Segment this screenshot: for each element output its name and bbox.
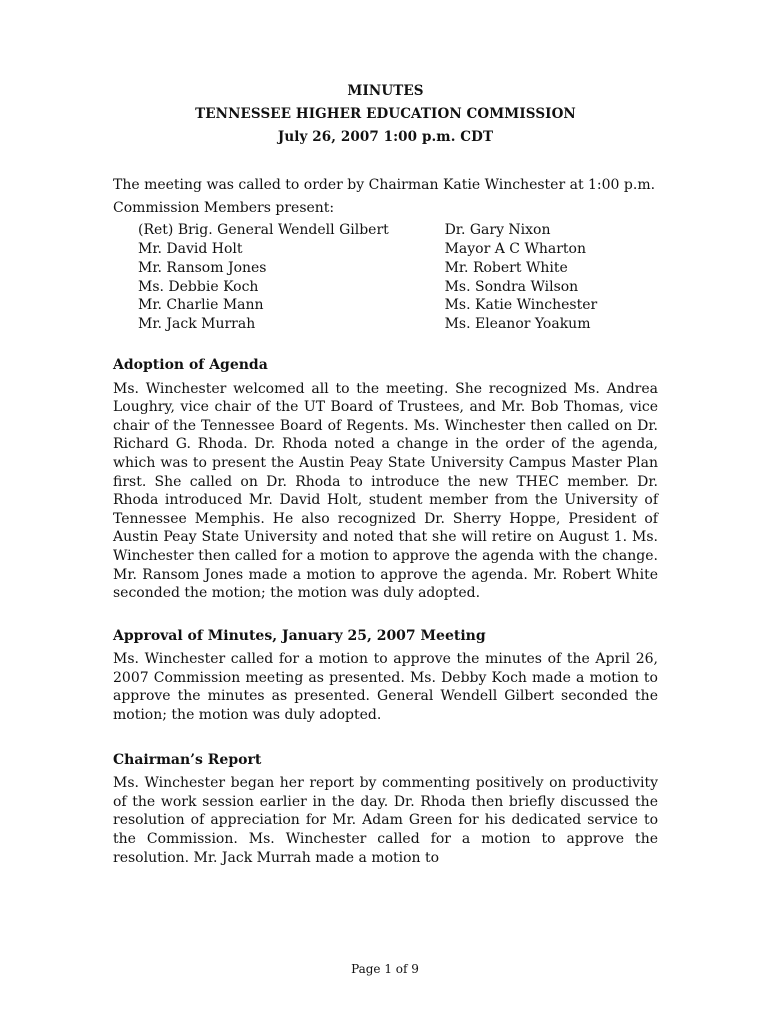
member-name: Mr. Robert White — [444, 259, 568, 276]
section-heading: Approval of Minutes, January 25, 2007 Meeting — [113, 627, 486, 644]
section-heading: Chairman’s Report — [113, 751, 262, 768]
members-present-label: Commission Members present: — [113, 199, 335, 216]
member-name: Dr. Gary Nixon — [444, 222, 551, 239]
member-name: (Ret) Brig. General Wendell Gilbert — [138, 222, 389, 239]
header-organization: TENNESSEE HIGHER EDUCATION COMMISSION — [195, 106, 576, 122]
member-name: Mr. Jack Murrah — [138, 316, 256, 333]
member-name: Ms. Katie Winchester — [444, 297, 598, 314]
member-name: Ms. Sondra Wilson — [444, 278, 579, 295]
member-name: Mr. David Holt — [138, 240, 243, 257]
section-adoption-of-agenda — [113, 356, 658, 603]
member-name: Ms. Eleanor Yoakum — [444, 316, 591, 333]
member-name: Mr. Charlie Mann — [138, 297, 264, 314]
section-body: Ms. Winchester called for a motion to approve the minutes of the April 26, 2007 Commission meeting as presented. Ms. Debby Koch made a motion to approve the minutes as presented. General Wendell Gilbert seconded the motion; the motion was duly adopted. — [113, 651, 658, 724]
members-list — [138, 221, 658, 334]
page-number: Page 1 of 9 — [351, 962, 419, 976]
member-name: Mayor A C Wharton — [444, 240, 586, 257]
section-chairmans-report — [113, 751, 658, 868]
document-page — [113, 80, 658, 867]
section-body: Ms. Winchester began her report by commenting positively on productivity of the work session earlier in the day. Dr. Rhoda then briefly discussed the resolution of appreciation for Mr. Adam Green for his dedicated service to the Commission. Ms. Winchester called for a motion to approve the resolution. Mr. Jack Murrah made a motion to — [113, 775, 658, 866]
member-name: Ms. Debbie Koch — [138, 278, 259, 295]
opening-paragraph: The meeting was called to order by Chairman Katie Winchester at 1:00 p.m. — [113, 177, 656, 193]
header-title: MINUTES — [347, 83, 424, 99]
header-date: July 26, 2007 1:00 p.m. CDT — [277, 129, 494, 145]
document-header — [113, 80, 658, 149]
member-name: Mr. Ransom Jones — [138, 259, 267, 276]
members-column-right — [445, 221, 658, 334]
members-column-left — [138, 221, 445, 334]
section-body: Ms. Winchester welcomed all to the meeting. She recognized Ms. Andrea Loughry, vice chair of the UT Board of Trustees, and Mr. Bob Thomas, vice chair of the Tennessee Board of Regents. Ms. Winchester then called on Dr. Richard G. Rhoda. Dr. Rhoda noted a change in the order of the agenda, which was to present the Austin Peay State University Campus Master Plan first. She called on Dr. Rhoda to introduce the new THEC member. Dr. Rhoda introduced Mr. David Holt, student member from the University of Tennessee Memphis. He also recognized Dr. Sherry Hoppe, President of Austin Peay State University and noted that she will retire on August 1. Ms. Winchester then called for a motion to approve the agenda with the change. Mr. Ransom Jones made a motion to approve the agenda. Mr. Robert White seconded the motion; the motion was duly adopted. — [113, 380, 658, 602]
section-approval-of-minutes — [113, 627, 658, 725]
section-heading: Adoption of Agenda — [113, 356, 268, 373]
